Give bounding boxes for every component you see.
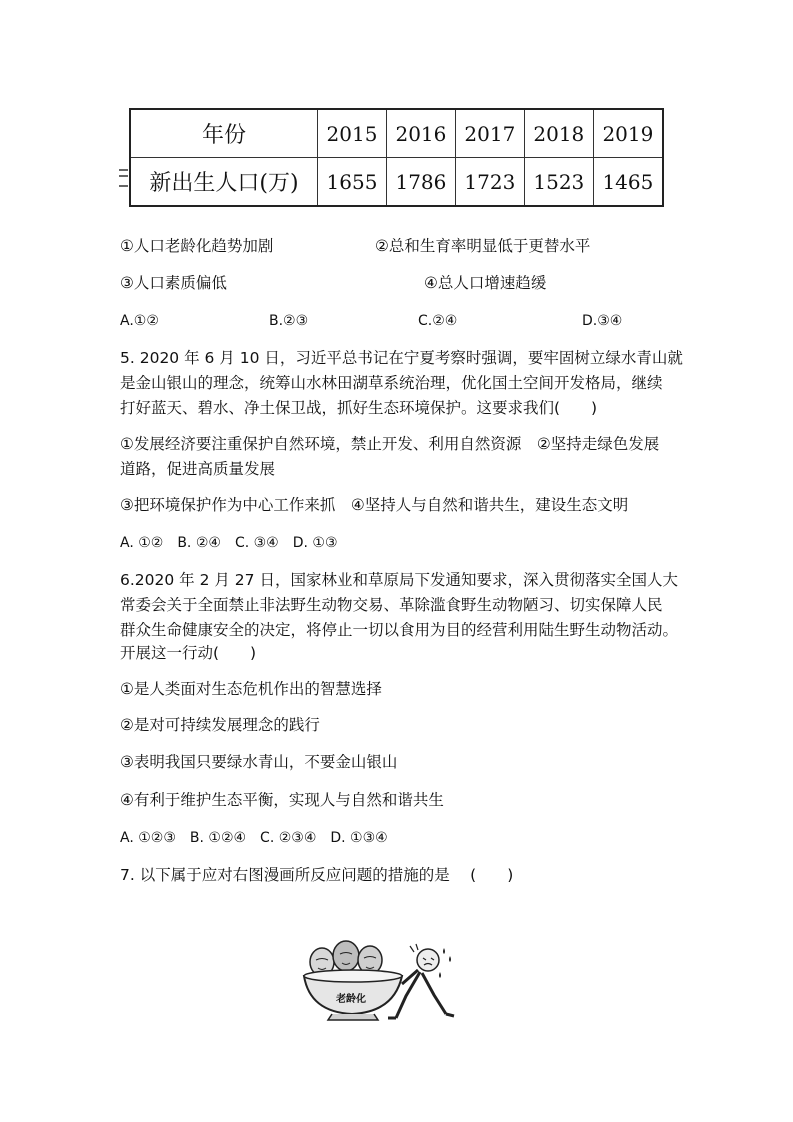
table-cell: 1786: [386, 158, 455, 207]
q4-option-2: ②总和生育率明显低于更替水平: [375, 237, 591, 255]
q5-stem-line-1: 5. 2020 年 6 月 10 日，习近平总书记在宁夏考察时强调，要牢固树立绿水青山就: [120, 349, 683, 367]
q4-choice-d: D.③④: [582, 313, 623, 329]
table-header-cell: 2015: [318, 109, 387, 158]
table-header-cell: 年份: [130, 109, 318, 158]
q6-option-1: ①是人类面对生态危机作出的智慧选择: [120, 680, 382, 698]
table-cell: 新出生人口(万): [130, 158, 318, 207]
table-cell: 1465: [593, 158, 663, 207]
table-header-cell: 2017: [455, 109, 524, 158]
q6-stem-line-2: 常委会关于全面禁止非法野生动物交易、革除滥食野生动物陋习、切实保障人民: [120, 596, 663, 614]
q5-options-1-2-line-1: ①发展经济要注重保护自然环境，禁止开发、利用自然资源 ②坚持走绿色发展: [120, 435, 660, 453]
aging-cartoon-image: [300, 940, 460, 1022]
q4-option-3: ③人口素质偏低: [120, 274, 227, 292]
aging-cartoon-drawing: [300, 940, 460, 1022]
q6-option-4: ④有利于维护生态平衡，实现人与自然和谐共生: [120, 791, 444, 809]
table-header-row: [130, 109, 663, 158]
q5-options-1-2-line-2: 道路，促进高质量发展: [120, 460, 276, 478]
q6-choices: A. ①②③ B. ①②④ C. ②③④ D. ①③④: [120, 830, 388, 846]
q6-option-3: ③表明我国只要绿水青山，不要金山银山: [120, 753, 398, 771]
q5-choices: A. ①② B. ②④ C. ③④ D. ①③: [120, 535, 338, 551]
table-header-cell: 2018: [524, 109, 593, 158]
q6-option-2: ②是对可持续发展理念的践行: [120, 716, 320, 734]
table-cell: 1523: [524, 158, 593, 207]
bowl-label: 老龄化: [336, 994, 366, 1005]
birth-population-table: [129, 108, 664, 207]
table-header-cell: 2019: [593, 109, 663, 158]
q6-stem-line-4: 开展这一行动( ): [120, 644, 257, 662]
table-header-cell: 2016: [386, 109, 455, 158]
q4-choice-a: A.①②: [120, 313, 159, 329]
q5-options-3-4: ③把环境保护作为中心工作来抓 ④坚持人与自然和谐共生，建设生态文明: [120, 496, 629, 514]
q5-stem-line-3: 打好蓝天、碧水、净土保卫战，抓好生态环境保护。这要求我们( ): [120, 399, 598, 417]
table-cell: 1723: [455, 158, 524, 207]
q6-stem-line-3: 群众生命健康安全的决定，将停止一切以食用为目的经营利用陆生野生动物活动。: [120, 621, 679, 639]
row-marker-icon: [119, 169, 128, 187]
q4-option-1: ①人口老龄化趋势加剧: [120, 237, 274, 255]
q4-choice-c: C.②④: [418, 313, 458, 329]
q6-stem-line-1: 6.2020 年 2 月 27 日，国家林业和草原局下发通知要求，深入贯彻落实全国人大: [120, 571, 678, 589]
table-row: [130, 158, 663, 207]
q7-stem: 7. 以下属于应对右图漫画所反应问题的措施的是 ( ): [120, 866, 514, 884]
table-cell: 1655: [318, 158, 387, 207]
q4-choice-b: B.②③: [269, 313, 309, 329]
q5-stem-line-2: 是金山银山的理念，统筹山水林田湖草系统治理，优化国土空间开发格局，继续: [120, 374, 663, 392]
q4-option-4: ④总人口增速趋缓: [424, 274, 547, 292]
